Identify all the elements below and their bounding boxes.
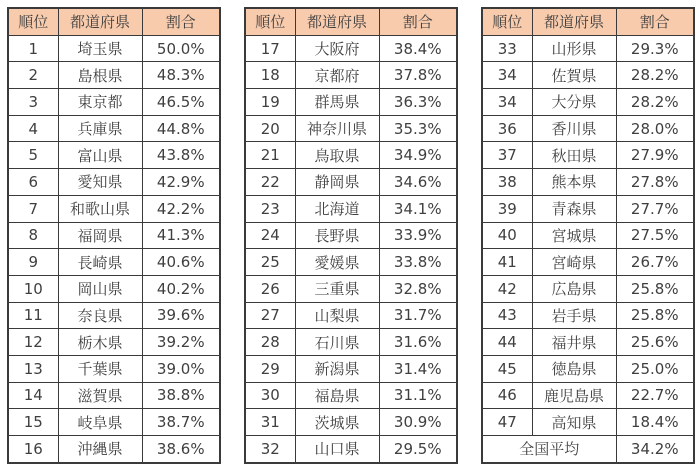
- prefecture-cell: 東京都: [58, 89, 142, 116]
- rank-cell: 24: [245, 222, 295, 249]
- table-row: [8, 302, 220, 329]
- table-row: [245, 89, 457, 116]
- rank-cell: 40: [482, 222, 532, 249]
- prefecture-cell: 宮崎県: [532, 249, 616, 276]
- rank-cell: 1: [8, 35, 58, 62]
- percent-cell: 27.5%: [616, 222, 694, 249]
- rank-cell: 47: [482, 409, 532, 436]
- table-row: [8, 195, 220, 222]
- table-row: [482, 35, 694, 62]
- rank-cell: 23: [245, 195, 295, 222]
- table-row: [8, 142, 220, 169]
- prefecture-cell: 長崎県: [58, 249, 142, 276]
- rank-cell: 20: [245, 115, 295, 142]
- percent-cell: 27.9%: [616, 142, 694, 169]
- column-header-prefecture: 都道府県: [58, 8, 142, 35]
- percent-cell: 28.2%: [616, 89, 694, 116]
- percent-cell: 31.4%: [379, 355, 457, 382]
- rank-cell: 32: [245, 436, 295, 463]
- prefecture-cell: 山梨県: [295, 302, 379, 329]
- rank-cell: 39: [482, 195, 532, 222]
- rank-cell: 5: [8, 142, 58, 169]
- prefecture-cell: 奈良県: [58, 302, 142, 329]
- percent-cell: 25.8%: [616, 302, 694, 329]
- prefecture-cell: 鳥取県: [295, 142, 379, 169]
- prefecture-cell: 新潟県: [295, 355, 379, 382]
- table-row: [245, 436, 457, 463]
- rank-cell: 27: [245, 302, 295, 329]
- percent-cell: 38.7%: [142, 409, 220, 436]
- prefecture-cell: 茨城県: [295, 409, 379, 436]
- table-row: [482, 62, 694, 89]
- percent-cell: 27.7%: [616, 195, 694, 222]
- rank-cell: 41: [482, 249, 532, 276]
- rank-cell: 15: [8, 409, 58, 436]
- rank-cell: 33: [482, 35, 532, 62]
- table-row: [245, 115, 457, 142]
- table-row: [482, 89, 694, 116]
- prefecture-cell: 岡山県: [58, 275, 142, 302]
- rank-cell: 6: [8, 169, 58, 196]
- rank-cell: 36: [482, 115, 532, 142]
- national-average-value-cell: 34.2%: [616, 436, 694, 463]
- rank-cell: 9: [8, 249, 58, 276]
- rank-cell: 38: [482, 169, 532, 196]
- prefecture-cell: 沖縄県: [58, 436, 142, 463]
- prefecture-cell: 群馬県: [295, 89, 379, 116]
- percent-cell: 34.6%: [379, 169, 457, 196]
- table-row: [8, 382, 220, 409]
- percent-cell: 43.8%: [142, 142, 220, 169]
- prefecture-cell: 福島県: [295, 382, 379, 409]
- table-row: [245, 409, 457, 436]
- percent-cell: 36.3%: [379, 89, 457, 116]
- table-row: [8, 275, 220, 302]
- rank-cell: 42: [482, 275, 532, 302]
- prefecture-cell: 大阪府: [295, 35, 379, 62]
- percent-cell: 18.4%: [616, 409, 694, 436]
- percent-cell: 37.8%: [379, 62, 457, 89]
- table-row: [245, 35, 457, 62]
- prefecture-cell: 山口県: [295, 436, 379, 463]
- rank-cell: 34: [482, 62, 532, 89]
- rank-cell: 31: [245, 409, 295, 436]
- table-row: [8, 355, 220, 382]
- table-row: [8, 329, 220, 356]
- rank-cell: 7: [8, 195, 58, 222]
- rank-cell: 13: [8, 355, 58, 382]
- rank-cell: 12: [8, 329, 58, 356]
- rank-cell: 19: [245, 89, 295, 116]
- prefecture-cell: 長野県: [295, 222, 379, 249]
- rank-cell: 25: [245, 249, 295, 276]
- prefecture-cell: 愛媛県: [295, 249, 379, 276]
- rank-cell: 11: [8, 302, 58, 329]
- table-row: [482, 142, 694, 169]
- table-row: [482, 275, 694, 302]
- prefecture-cell: 大分県: [532, 89, 616, 116]
- percent-cell: 38.8%: [142, 382, 220, 409]
- percent-cell: 42.2%: [142, 195, 220, 222]
- rank-cell: 22: [245, 169, 295, 196]
- percent-cell: 38.6%: [142, 436, 220, 463]
- prefecture-cell: 青森県: [532, 195, 616, 222]
- percent-cell: 40.6%: [142, 249, 220, 276]
- percent-cell: 25.0%: [616, 355, 694, 382]
- table-row: [8, 35, 220, 62]
- percent-cell: 33.8%: [379, 249, 457, 276]
- national-average-label-cell: 全国平均: [482, 436, 616, 463]
- prefecture-cell: 香川県: [532, 115, 616, 142]
- percent-cell: 28.0%: [616, 115, 694, 142]
- prefecture-cell: 岐阜県: [58, 409, 142, 436]
- table-row: [245, 275, 457, 302]
- prefecture-cell: 千葉県: [58, 355, 142, 382]
- rank-cell: 37: [482, 142, 532, 169]
- header-row: [8, 8, 220, 35]
- percent-cell: 31.1%: [379, 382, 457, 409]
- percent-cell: 39.2%: [142, 329, 220, 356]
- table-row: [245, 142, 457, 169]
- table-row: [482, 329, 694, 356]
- prefecture-cell: 和歌山県: [58, 195, 142, 222]
- prefecture-cell: 秋田県: [532, 142, 616, 169]
- percent-cell: 27.8%: [616, 169, 694, 196]
- prefecture-cell: 石川県: [295, 329, 379, 356]
- column-header-rank: 順位: [245, 8, 295, 35]
- percent-cell: 35.3%: [379, 115, 457, 142]
- column-header-percent: 割合: [616, 8, 694, 35]
- percent-cell: 22.7%: [616, 382, 694, 409]
- rank-table-1: [7, 7, 221, 464]
- prefecture-cell: 徳島県: [532, 355, 616, 382]
- header-row: [245, 8, 457, 35]
- table-row: [245, 249, 457, 276]
- column-header-percent: 割合: [142, 8, 220, 35]
- prefecture-cell: 福井県: [532, 329, 616, 356]
- prefecture-cell: 埼玉県: [58, 35, 142, 62]
- column-header-prefecture: 都道府県: [295, 8, 379, 35]
- percent-cell: 29.3%: [616, 35, 694, 62]
- rank-cell: 4: [8, 115, 58, 142]
- rank-cell: 29: [245, 355, 295, 382]
- column-header-rank: 順位: [482, 8, 532, 35]
- prefecture-cell: 愛知県: [58, 169, 142, 196]
- percent-cell: 40.2%: [142, 275, 220, 302]
- rank-cell: 8: [8, 222, 58, 249]
- rank-cell: 30: [245, 382, 295, 409]
- column-header-percent: 割合: [379, 8, 457, 35]
- percent-cell: 41.3%: [142, 222, 220, 249]
- rank-cell: 16: [8, 436, 58, 463]
- table-row: [482, 169, 694, 196]
- rank-table-2: [244, 7, 458, 464]
- prefecture-cell: 兵庫県: [58, 115, 142, 142]
- prefecture-cell: 鹿児島県: [532, 382, 616, 409]
- rank-cell: 2: [8, 62, 58, 89]
- prefecture-cell: 静岡県: [295, 169, 379, 196]
- table-row: [245, 222, 457, 249]
- prefecture-cell: 山形県: [532, 35, 616, 62]
- table-row: [8, 222, 220, 249]
- rank-cell: 44: [482, 329, 532, 356]
- percent-cell: 34.9%: [379, 142, 457, 169]
- percent-cell: 34.1%: [379, 195, 457, 222]
- rank-cell: 3: [8, 89, 58, 116]
- rank-cell: 18: [245, 62, 295, 89]
- column-header-prefecture: 都道府県: [532, 8, 616, 35]
- percent-cell: 25.8%: [616, 275, 694, 302]
- percent-cell: 31.6%: [379, 329, 457, 356]
- table-row: [482, 195, 694, 222]
- percent-cell: 33.9%: [379, 222, 457, 249]
- percent-cell: 28.2%: [616, 62, 694, 89]
- percent-cell: 44.8%: [142, 115, 220, 142]
- percent-cell: 39.6%: [142, 302, 220, 329]
- table-row: [482, 355, 694, 382]
- rank-cell: 17: [245, 35, 295, 62]
- rank-cell: 21: [245, 142, 295, 169]
- prefecture-cell: 富山県: [58, 142, 142, 169]
- column-header-rank: 順位: [8, 8, 58, 35]
- prefecture-cell: 滋賀県: [58, 382, 142, 409]
- rank-cell: 46: [482, 382, 532, 409]
- table-row: [8, 249, 220, 276]
- prefecture-cell: 高知県: [532, 409, 616, 436]
- percent-cell: 39.0%: [142, 355, 220, 382]
- prefecture-cell: 熊本県: [532, 169, 616, 196]
- percent-cell: 29.5%: [379, 436, 457, 463]
- table-row: [8, 89, 220, 116]
- percent-cell: 25.6%: [616, 329, 694, 356]
- percent-cell: 42.9%: [142, 169, 220, 196]
- table-row: [8, 169, 220, 196]
- prefecture-cell: 神奈川県: [295, 115, 379, 142]
- rank-cell: 28: [245, 329, 295, 356]
- rank-cell: 43: [482, 302, 532, 329]
- table-row: [482, 115, 694, 142]
- prefecture-cell: 三重県: [295, 275, 379, 302]
- prefecture-cell: 北海道: [295, 195, 379, 222]
- table-row: [482, 409, 694, 436]
- rank-cell: 10: [8, 275, 58, 302]
- prefecture-cell: 佐賀県: [532, 62, 616, 89]
- rank-table-3: [481, 7, 695, 464]
- percent-cell: 46.5%: [142, 89, 220, 116]
- percent-cell: 50.0%: [142, 35, 220, 62]
- table-row: [8, 115, 220, 142]
- table-row: [245, 382, 457, 409]
- rank-cell: 34: [482, 89, 532, 116]
- prefecture-cell: 広島県: [532, 275, 616, 302]
- table-row: [482, 249, 694, 276]
- table-row: [245, 62, 457, 89]
- table-row: [245, 329, 457, 356]
- rank-cell: 26: [245, 275, 295, 302]
- prefecture-cell: 宮城県: [532, 222, 616, 249]
- table-row: [8, 62, 220, 89]
- percent-cell: 26.7%: [616, 249, 694, 276]
- table-row: [245, 195, 457, 222]
- table-row: [245, 355, 457, 382]
- table-row: [245, 302, 457, 329]
- rank-cell: 14: [8, 382, 58, 409]
- percent-cell: 48.3%: [142, 62, 220, 89]
- table-row: [482, 222, 694, 249]
- table-row: [8, 409, 220, 436]
- rank-cell: 45: [482, 355, 532, 382]
- prefecture-cell: 栃木県: [58, 329, 142, 356]
- prefecture-cell: 福岡県: [58, 222, 142, 249]
- national-average-row: [482, 436, 694, 463]
- table-row: [245, 169, 457, 196]
- percent-cell: 30.9%: [379, 409, 457, 436]
- percent-cell: 32.8%: [379, 275, 457, 302]
- percent-cell: 31.7%: [379, 302, 457, 329]
- table-row: [482, 382, 694, 409]
- header-row: [482, 8, 694, 35]
- prefecture-cell: 京都府: [295, 62, 379, 89]
- prefecture-cell: 岩手県: [532, 302, 616, 329]
- percent-cell: 38.4%: [379, 35, 457, 62]
- prefecture-cell: 島根県: [58, 62, 142, 89]
- table-row: [482, 302, 694, 329]
- table-row: [8, 436, 220, 463]
